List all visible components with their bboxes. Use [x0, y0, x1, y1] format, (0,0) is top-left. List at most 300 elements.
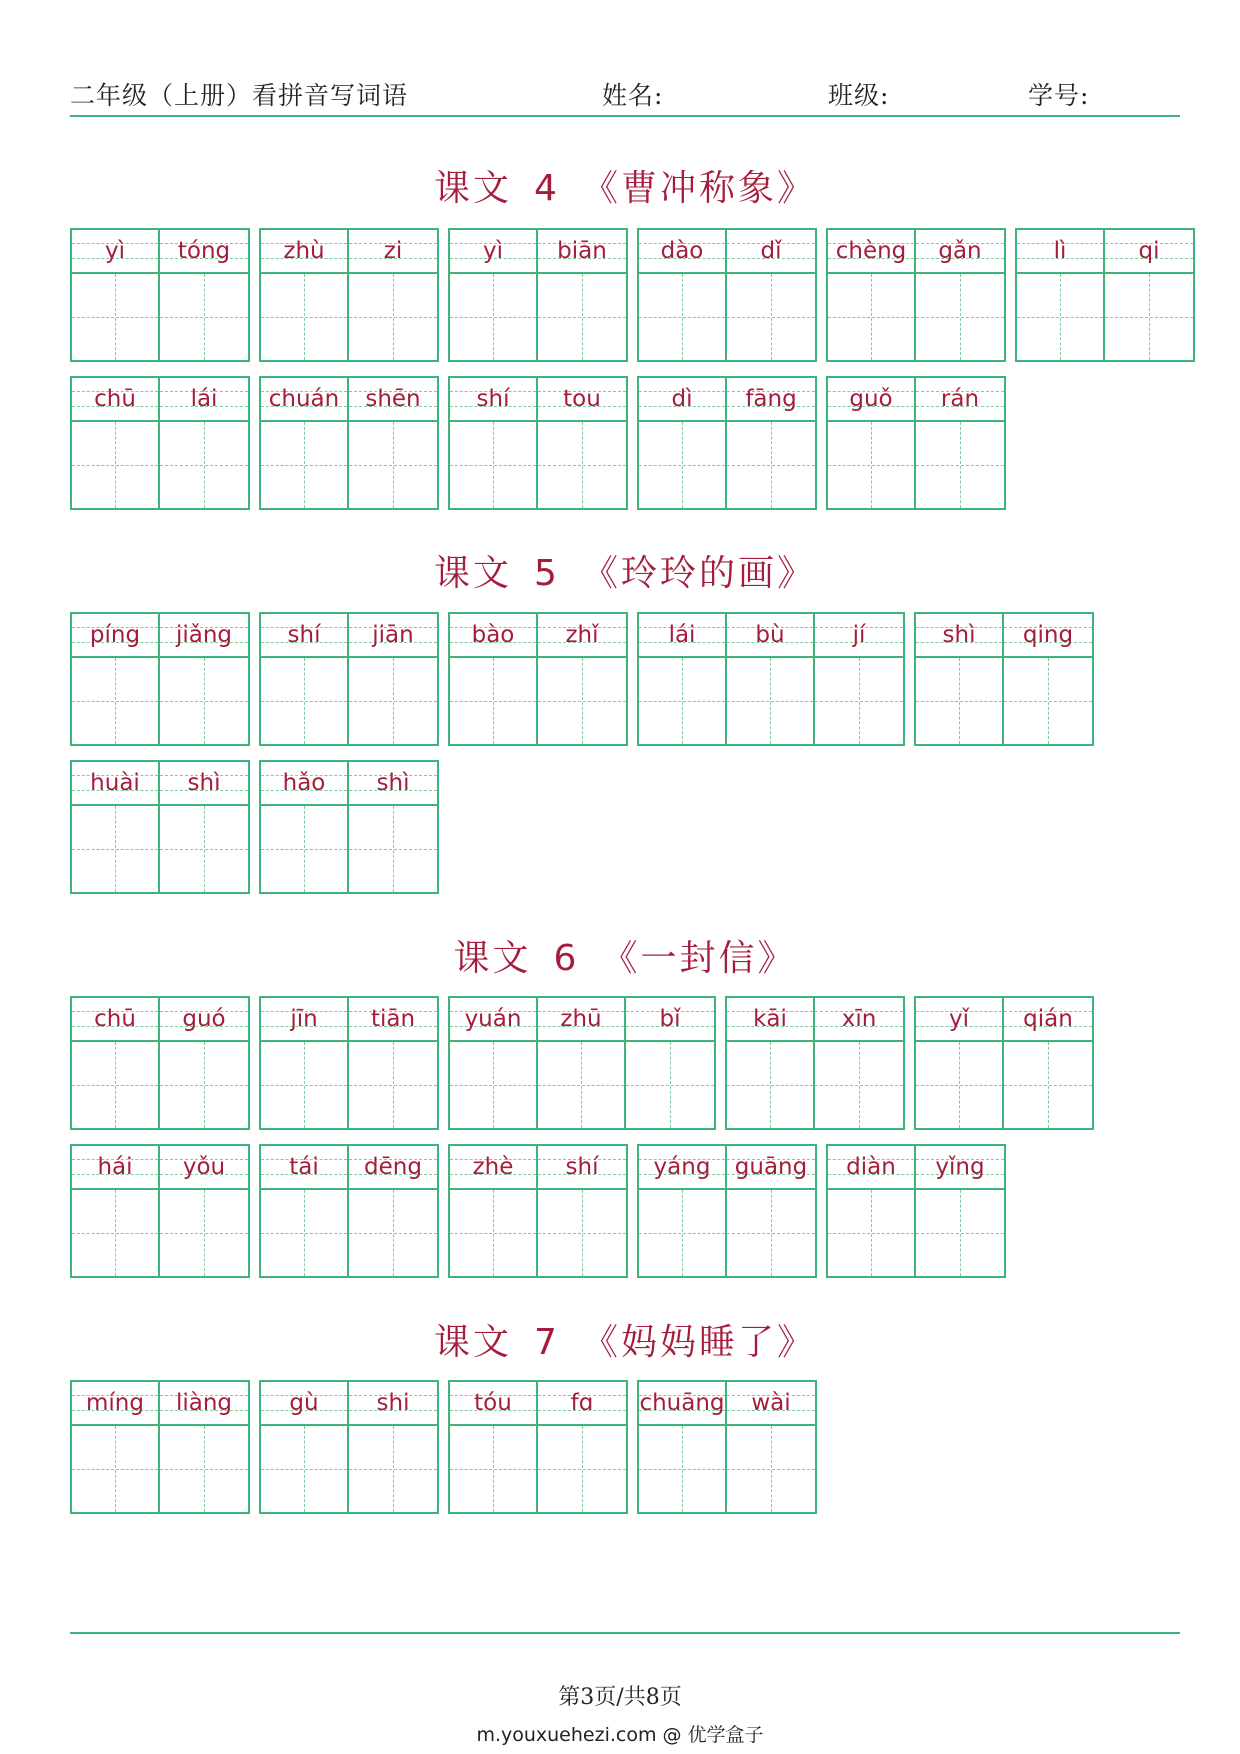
pinyin-syllable: qi: [1138, 238, 1160, 264]
word-box: [637, 1380, 817, 1514]
pinyin-band: [727, 1146, 815, 1190]
character-cell[interactable]: [916, 230, 1004, 360]
writing-grid[interactable]: [349, 806, 437, 892]
pinyin-band: [916, 614, 1002, 658]
character-cell[interactable]: [1004, 614, 1092, 744]
writing-grid[interactable]: [727, 658, 813, 744]
character-cell[interactable]: [1017, 230, 1105, 360]
pinyin-band: [160, 1382, 248, 1426]
word-box: [70, 760, 250, 894]
pinyin-band: [160, 762, 248, 806]
pinyin-syllable: liàng: [175, 1390, 233, 1416]
writing-grid[interactable]: [828, 1190, 914, 1276]
writing-grid[interactable]: [160, 806, 248, 892]
writing-grid[interactable]: [538, 1042, 624, 1128]
pinyin-syllable: dǐ: [760, 238, 782, 264]
writing-grid[interactable]: [815, 1042, 903, 1128]
writing-grid[interactable]: [727, 274, 815, 360]
word-box: [637, 228, 817, 362]
word-box: [637, 376, 817, 510]
character-cell[interactable]: [72, 998, 160, 1128]
writing-grid[interactable]: [72, 1190, 158, 1276]
character-cell[interactable]: [349, 1146, 437, 1276]
pinyin-band: [538, 378, 626, 422]
character-cell[interactable]: [349, 614, 437, 744]
writing-grid[interactable]: [639, 1426, 725, 1512]
word-box: [914, 996, 1094, 1130]
character-cell[interactable]: [727, 998, 815, 1128]
pinyin-syllable: tiān: [370, 1006, 416, 1032]
writing-grid[interactable]: [160, 1042, 248, 1128]
word-box: [70, 612, 250, 746]
character-cell[interactable]: [450, 998, 538, 1128]
pinyin-syllable: chuāng: [639, 1390, 725, 1416]
pinyin-band: [450, 998, 536, 1042]
writing-grid[interactable]: [1004, 1042, 1092, 1128]
writing-grid[interactable]: [261, 422, 347, 508]
character-cell[interactable]: [639, 614, 727, 744]
student-id-label: 学号:: [1028, 81, 1090, 110]
pinyin-syllable: dào: [660, 238, 704, 264]
pinyin-band: [828, 230, 914, 274]
pinyin-band: [160, 378, 248, 422]
pinyin-syllable: tóu: [474, 1390, 512, 1416]
writing-grid[interactable]: [538, 422, 626, 508]
pinyin-syllable: gù: [289, 1390, 319, 1416]
pinyin-syllable: zhè: [472, 1154, 514, 1180]
character-cell[interactable]: [639, 1146, 727, 1276]
writing-grid[interactable]: [72, 806, 158, 892]
writing-grid[interactable]: [261, 806, 347, 892]
pinyin-band: [639, 1146, 725, 1190]
writing-grid[interactable]: [639, 422, 725, 508]
pinyin-band: [72, 230, 158, 274]
pinyin-syllable: zhù: [283, 238, 325, 264]
writing-grid[interactable]: [450, 1190, 536, 1276]
writing-grid[interactable]: [349, 274, 437, 360]
character-cell[interactable]: [261, 762, 349, 892]
writing-grid[interactable]: [160, 274, 248, 360]
pinyin-band: [916, 1146, 1004, 1190]
footer-divider: [70, 1632, 1180, 1634]
lesson-number: 6: [553, 938, 580, 979]
pinyin-band: [916, 998, 1002, 1042]
pinyin-band: [815, 998, 903, 1042]
word-box: [259, 1144, 439, 1278]
writing-grid[interactable]: [815, 658, 903, 744]
pinyin-syllable: biān: [557, 238, 607, 264]
word-box: [637, 612, 905, 746]
pinyin-syllable: shí: [476, 386, 510, 412]
pinyin-band: [349, 1382, 437, 1426]
pinyin-syllable: guāng: [734, 1154, 808, 1180]
page-number: 第3页/共8页: [558, 1685, 682, 1710]
pinyin-syllable: chèng: [835, 238, 907, 264]
pinyin-syllable: shí: [287, 622, 321, 648]
pinyin-syllable: fɑ: [570, 1390, 594, 1416]
site-credit: m.youxuehezi.com @ 优学盒子: [476, 1724, 764, 1746]
character-cell[interactable]: [160, 762, 248, 892]
pinyin-band: [160, 1146, 248, 1190]
lesson-prefix: 课文: [434, 553, 513, 594]
character-cell[interactable]: [349, 998, 437, 1128]
pinyin-band: [727, 378, 815, 422]
word-box: [448, 228, 628, 362]
writing-grid[interactable]: [450, 1042, 536, 1128]
word-box: [448, 376, 628, 510]
character-cell[interactable]: [916, 614, 1004, 744]
pinyin-band: [349, 614, 437, 658]
pinyin-syllable: shēn: [365, 386, 421, 412]
pinyin-syllable: yì: [482, 238, 503, 264]
writing-grid[interactable]: [72, 1426, 158, 1512]
pinyin-syllable: shì: [376, 770, 410, 796]
pinyin-syllable: yì: [104, 238, 125, 264]
pinyin-band: [72, 762, 158, 806]
pinyin-syllable: gǎn: [938, 238, 982, 264]
writing-grid[interactable]: [160, 422, 248, 508]
pinyin-band: [72, 1382, 158, 1426]
character-cell[interactable]: [450, 1382, 538, 1512]
character-cell[interactable]: [916, 1146, 1004, 1276]
pinyin-syllable: míng: [86, 1390, 144, 1416]
word-box: [259, 760, 439, 894]
pinyin-band: [349, 1146, 437, 1190]
character-cell[interactable]: [72, 614, 160, 744]
pinyin-syllable: yǒu: [182, 1154, 226, 1180]
writing-grid[interactable]: [828, 274, 914, 360]
pinyin-band: [261, 230, 347, 274]
writing-grid[interactable]: [450, 658, 536, 744]
pinyin-syllable: diàn: [846, 1154, 896, 1180]
character-cell[interactable]: [450, 1146, 538, 1276]
pinyin-syllable: dì: [671, 386, 693, 412]
pinyin-syllable: huài: [90, 770, 140, 796]
writing-grid[interactable]: [639, 274, 725, 360]
lesson-number: 5: [534, 553, 560, 594]
pinyin-syllable: tou: [563, 386, 601, 412]
character-cell[interactable]: [261, 230, 349, 360]
character-cell[interactable]: [261, 614, 349, 744]
word-box: [259, 376, 439, 510]
character-cell[interactable]: [349, 230, 437, 360]
pinyin-syllable: xīn: [841, 1006, 877, 1032]
lesson-title-5: [70, 545, 1180, 596]
pinyin-band: [349, 230, 437, 274]
writing-grid[interactable]: [727, 1190, 815, 1276]
writing-grid[interactable]: [727, 1042, 813, 1128]
writing-grid[interactable]: [916, 1042, 1002, 1128]
pinyin-syllable: jīn: [290, 1006, 318, 1032]
pinyin-band: [916, 230, 1004, 274]
pinyin-syllable: lì: [1053, 238, 1067, 264]
writing-grid[interactable]: [1105, 274, 1193, 360]
word-box: [259, 996, 439, 1130]
header-divider: [70, 115, 1180, 117]
pinyin-syllable: dēng: [364, 1154, 422, 1180]
character-cell[interactable]: [815, 614, 903, 744]
pinyin-syllable: guó: [182, 1006, 226, 1032]
writing-grid[interactable]: [160, 1190, 248, 1276]
pinyin-syllable: chuán: [268, 386, 340, 412]
writing-grid[interactable]: [828, 422, 914, 508]
lesson-name: 《曹冲称象》: [581, 168, 816, 209]
word-box: [448, 1380, 628, 1514]
pinyin-syllable: bù: [755, 622, 785, 648]
writing-grid[interactable]: [450, 274, 536, 360]
pinyin-syllable: rán: [940, 386, 980, 412]
pinyin-syllable: shí: [565, 1154, 599, 1180]
character-cell[interactable]: [538, 230, 626, 360]
writing-grid[interactable]: [349, 1190, 437, 1276]
writing-grid[interactable]: [916, 422, 1004, 508]
word-box: [70, 1380, 250, 1514]
pinyin-band: [1004, 614, 1092, 658]
pinyin-band: [450, 614, 536, 658]
word-box: [259, 228, 439, 362]
pinyin-syllable: guǒ: [849, 386, 893, 412]
word-box: [826, 228, 1006, 362]
pinyin-band: [261, 1382, 347, 1426]
writing-grid[interactable]: [1004, 658, 1092, 744]
pinyin-syllable: jí: [852, 622, 866, 648]
character-cell[interactable]: [538, 1146, 626, 1276]
character-cell[interactable]: [916, 378, 1004, 508]
character-cell[interactable]: [160, 1382, 248, 1512]
writing-grid[interactable]: [72, 422, 158, 508]
character-cell[interactable]: [160, 998, 248, 1128]
writing-grid[interactable]: [538, 1190, 626, 1276]
pinyin-band: [639, 230, 725, 274]
pinyin-band: [72, 998, 158, 1042]
pinyin-band: [815, 614, 903, 658]
writing-grid[interactable]: [450, 1426, 536, 1512]
lesson-name: 《妈妈睡了》: [581, 1322, 816, 1363]
pinyin-band: [1004, 998, 1092, 1042]
pinyin-band: [349, 998, 437, 1042]
character-cell[interactable]: [72, 378, 160, 508]
character-cell[interactable]: [828, 230, 916, 360]
character-cell[interactable]: [72, 1382, 160, 1512]
pinyin-band: [727, 1382, 815, 1426]
pinyin-band: [828, 1146, 914, 1190]
writing-grid[interactable]: [639, 658, 725, 744]
pinyin-band: [160, 230, 248, 274]
pinyin-band: [450, 1146, 536, 1190]
character-cell[interactable]: [727, 378, 815, 508]
writing-grid[interactable]: [916, 274, 1004, 360]
lesson-title-4: [70, 160, 1180, 211]
word-box: [70, 228, 250, 362]
writing-grid[interactable]: [261, 1190, 347, 1276]
character-cell[interactable]: [916, 998, 1004, 1128]
pinyin-band: [639, 1382, 725, 1426]
character-cell[interactable]: [349, 762, 437, 892]
character-cell[interactable]: [261, 378, 349, 508]
lesson-prefix: 课文: [434, 168, 513, 209]
writing-grid[interactable]: [538, 658, 626, 744]
pinyin-syllable: chū: [94, 386, 136, 412]
character-cell[interactable]: [538, 614, 626, 744]
writing-grid[interactable]: [261, 1426, 347, 1512]
character-cell[interactable]: [727, 1146, 815, 1276]
character-cell[interactable]: [538, 1382, 626, 1512]
pinyin-syllable: wài: [751, 1390, 791, 1416]
character-cell[interactable]: [626, 998, 714, 1128]
pinyin-band: [727, 614, 813, 658]
writing-grid[interactable]: [639, 1190, 725, 1276]
word-box: [70, 376, 250, 510]
pinyin-band: [727, 230, 815, 274]
pinyin-syllable: shi: [376, 1390, 410, 1416]
pinyin-syllable: shì: [942, 622, 976, 648]
word-box: [637, 1144, 817, 1278]
pinyin-band: [639, 378, 725, 422]
pinyin-syllable: lái: [190, 386, 218, 412]
word-box: [70, 996, 250, 1130]
writing-grid[interactable]: [538, 1426, 626, 1512]
pinyin-syllable: bǐ: [659, 1006, 681, 1032]
writing-grid[interactable]: [72, 658, 158, 744]
pinyin-band: [349, 378, 437, 422]
pinyin-band: [538, 1146, 626, 1190]
writing-grid[interactable]: [727, 1426, 815, 1512]
pinyin-band: [261, 378, 347, 422]
word-box: [826, 376, 1006, 510]
character-cell[interactable]: [538, 998, 626, 1128]
pinyin-syllable: qing: [1022, 622, 1074, 648]
writing-grid[interactable]: [349, 658, 437, 744]
writing-grid[interactable]: [160, 658, 248, 744]
name-label: 姓名:: [602, 81, 664, 110]
writing-grid[interactable]: [261, 274, 347, 360]
writing-grid[interactable]: [916, 658, 1002, 744]
lesson-name: 《一封信》: [601, 938, 797, 979]
pinyin-band: [72, 378, 158, 422]
pinyin-band: [727, 998, 813, 1042]
pinyin-band: [160, 998, 248, 1042]
character-cell[interactable]: [261, 1382, 349, 1512]
pinyin-band: [450, 230, 536, 274]
lesson-name: 《玲玲的画》: [581, 553, 816, 594]
pinyin-band: [626, 998, 714, 1042]
pinyin-syllable: zi: [383, 238, 403, 264]
writing-grid[interactable]: [349, 1042, 437, 1128]
pinyin-syllable: shì: [187, 770, 221, 796]
character-cell[interactable]: [450, 230, 538, 360]
character-cell[interactable]: [349, 1382, 437, 1512]
word-box: [448, 612, 628, 746]
character-cell[interactable]: [639, 230, 727, 360]
pinyin-syllable: píng: [89, 622, 141, 648]
character-cell[interactable]: [727, 1382, 815, 1512]
writing-grid[interactable]: [349, 422, 437, 508]
writing-grid[interactable]: [626, 1042, 714, 1128]
character-cell[interactable]: [1105, 230, 1193, 360]
writing-grid[interactable]: [72, 274, 158, 360]
pinyin-syllable: tái: [289, 1154, 319, 1180]
character-cell[interactable]: [639, 1382, 727, 1512]
word-box: [259, 1380, 439, 1514]
writing-grid[interactable]: [261, 658, 347, 744]
character-cell[interactable]: [160, 614, 248, 744]
pinyin-syllable: zhǐ: [565, 622, 599, 648]
pinyin-band: [261, 614, 347, 658]
word-box: [448, 1144, 628, 1278]
pinyin-band: [72, 1146, 158, 1190]
character-cell[interactable]: [72, 762, 160, 892]
character-cell[interactable]: [160, 378, 248, 508]
character-cell[interactable]: [349, 378, 437, 508]
writing-grid[interactable]: [450, 422, 536, 508]
writing-grid[interactable]: [727, 422, 815, 508]
pinyin-band: [261, 1146, 347, 1190]
character-cell[interactable]: [828, 1146, 916, 1276]
pinyin-band: [450, 1382, 536, 1426]
character-cell[interactable]: [727, 230, 815, 360]
pinyin-band: [349, 762, 437, 806]
writing-grid[interactable]: [261, 1042, 347, 1128]
character-cell[interactable]: [639, 378, 727, 508]
writing-grid[interactable]: [160, 1426, 248, 1512]
pinyin-band: [72, 614, 158, 658]
character-cell[interactable]: [261, 1146, 349, 1276]
character-cell[interactable]: [72, 1146, 160, 1276]
lesson-prefix: 课文: [453, 938, 532, 979]
pinyin-syllable: yǐ: [948, 1006, 969, 1032]
pinyin-band: [538, 614, 626, 658]
pinyin-band: [828, 378, 914, 422]
pinyin-band: [538, 230, 626, 274]
character-cell[interactable]: [450, 378, 538, 508]
character-cell[interactable]: [828, 378, 916, 508]
pinyin-syllable: tóng: [177, 238, 231, 264]
writing-grid[interactable]: [72, 1042, 158, 1128]
pinyin-syllable: lái: [668, 622, 696, 648]
lesson-number: 4: [534, 168, 560, 209]
character-cell[interactable]: [72, 230, 160, 360]
worksheet-header: [70, 72, 1180, 116]
word-box: [259, 612, 439, 746]
pinyin-syllable: yáng: [653, 1154, 711, 1180]
pinyin-band: [450, 378, 536, 422]
word-box: [725, 996, 905, 1130]
pinyin-syllable: yǐng: [935, 1154, 985, 1180]
pinyin-syllable: bào: [471, 622, 515, 648]
pinyin-band: [538, 1382, 626, 1426]
character-cell[interactable]: [727, 614, 815, 744]
writing-grid[interactable]: [349, 1426, 437, 1512]
writing-grid[interactable]: [916, 1190, 1004, 1276]
character-cell[interactable]: [538, 378, 626, 508]
pinyin-syllable: jiǎng: [175, 622, 233, 648]
character-cell[interactable]: [261, 998, 349, 1128]
writing-grid[interactable]: [1017, 274, 1103, 360]
pinyin-syllable: hǎo: [282, 770, 326, 796]
pinyin-syllable: yuán: [464, 1006, 522, 1032]
character-cell[interactable]: [815, 998, 903, 1128]
character-cell[interactable]: [160, 1146, 248, 1276]
pinyin-band: [639, 614, 725, 658]
lesson-prefix: 课文: [434, 1322, 513, 1363]
character-cell[interactable]: [1004, 998, 1092, 1128]
lesson-title-7: [70, 1314, 1180, 1365]
character-cell[interactable]: [160, 230, 248, 360]
character-cell[interactable]: [450, 614, 538, 744]
word-box: [1015, 228, 1195, 362]
pinyin-band: [1105, 230, 1193, 274]
writing-grid[interactable]: [538, 274, 626, 360]
